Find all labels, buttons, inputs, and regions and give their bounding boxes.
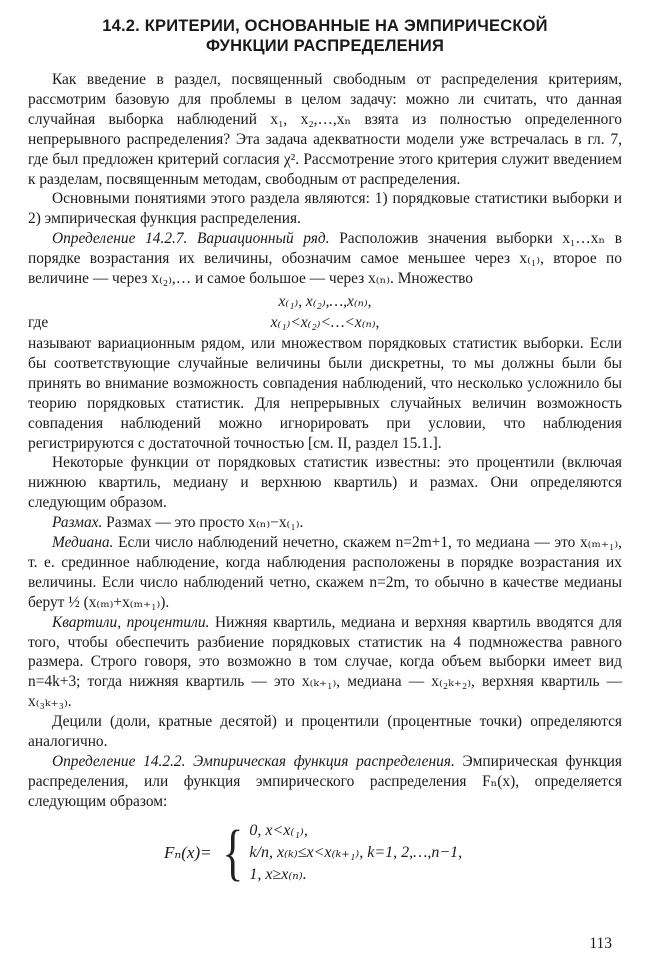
definition-variational-series [28,229,622,289]
formula-order-inequality: x₍₁₎<x₍₂₎<…<x₍ₙ₎, [270,313,380,331]
median-text: Если число наблюдений нечетно, скажем n=2m+1, то медиана — это x₍ₘ₊₁₎, т. е. срединное наблюдение, когда наблюдения расположены в порядке возрастания их величины. Если число наблюдений четно, скажем n=2m, то обычно в качестве медианы берут ½ (x₍ₘ₎+x₍ₘ₊₁₎). [28,534,622,611]
formula-lhs: Fₙ(x)= [164,842,212,862]
page-number: 113 [589,935,612,952]
case-1: 0, x<x₍₁₎, [249,821,308,839]
functions-paragraph: Некоторые функции от порядковых статистик известны: это процентили (включая нижнюю квартиль, медиану и верхнюю квартиль) и размах. Они определяются следующим образом. [28,454,622,512]
left-brace: { [222,818,243,887]
quartiles-text: Нижняя квартиль, медиана и верхняя квартиль вводятся для того, чтобы обеспечить разбиение порядковых статистик на 4 подмножества равного размера. Строго говоря, это возможно в том случае, когда объем выборки имеет вид n=4k+3; тогда нижняя квартиль — это x₍ₖ₊₁₎, медиана — x₍₂ₖ₊₂₎, верхняя квартиль — x₍₃ₖ₊₃₎. [28,613,622,711]
empirical-function-formula [164,820,622,886]
where-word: где [28,313,49,331]
formula-order-set: x₍₁₎, x₍₂₎,…,x₍ₙ₎, [278,292,372,310]
range-paragraph [28,513,622,533]
intro-paragraph: Как введение в раздел, посвященный свободным от распределения критериям, рассмотрим базовую для проблемы в целом задачу: можно ли считать, что данная случайная выборка наблюдений x₁, x₂,…,xₙ взята из полностью определенного непрерывного распределения? Эта задача адекватности модели уже встречалась в гл. 7, где был предложен критерий согласия χ². Рассмотрение этого критерия служит введением к разделам, посвященным методам, свободным от распределения. [28,71,622,188]
definition-2-text: Эмпирическая функция распределения, или функция эмпирического распределения Fₙ(x), определяется следующим образом: [28,753,622,810]
concepts-paragraph: Основными понятиями этого раздела являются: 1) порядковые статистики выборки и 2) эмпирическая функция распределения. [28,190,622,228]
definition-empirical-function [28,752,622,812]
definition-2-label: Определение 14.2.2. Эмпирическая функция распределения. [52,753,455,770]
definition-text: Расположив значения выборки x₁…xₙ в порядке возрастания их величины, обозначим самое меньшее через x₍₁₎, второе по величине — через x₍₂₎,… и самое большое — через x₍ₙ₎. Множество [28,230,623,288]
quartiles-paragraph [28,613,622,713]
heading-line-1: 14.2. КРИТЕРИИ, ОСНОВАННЫЕ НА ЭМПИРИЧЕСКОЙ [102,17,548,35]
quartiles-label: Квартили, процентили. [52,613,210,631]
deciles-paragraph: Децили (доли, кратные десятой) и процентили (процентные точки) определяются аналогично. [28,713,622,751]
definition-label: Определение 14.2.7. Вариационный ряд. [52,230,330,248]
median-paragraph [28,533,622,613]
formula-cases [249,820,462,886]
formula-row-where [28,312,622,334]
range-text: Размах — это просто x₍ₙ₎−x₍₁₎. [102,514,304,532]
heading-line-2: ФУНКЦИИ РАСПРЕДЕЛЕНИЯ [205,37,445,55]
section-heading [28,16,622,56]
median-label: Медиана. [52,534,114,552]
case-2: k/n, x₍ₖ₎≤x<x₍ₖ₊₁₎, k=1, 2,…,n−1, [249,843,463,861]
variational-paragraph: называют вариационным рядом, или множеством порядковых статистик выборки. Если бы соответствующие случайные величины были дискретны, то мы должны были бы принять во внимание возможность совпадения наблюдений, что несколько усложнило бы теорию порядковых статистик. Для непрерывных случайных величин возможность совпадения наблюдений можно игнорировать при условии, что наблюдения регистрируются с достаточной точностью [см. II, раздел 15.1.]. [28,334,622,452]
case-3: 1, x≥x₍ₙ₎. [249,865,307,883]
range-label: Размах. [52,514,103,532]
